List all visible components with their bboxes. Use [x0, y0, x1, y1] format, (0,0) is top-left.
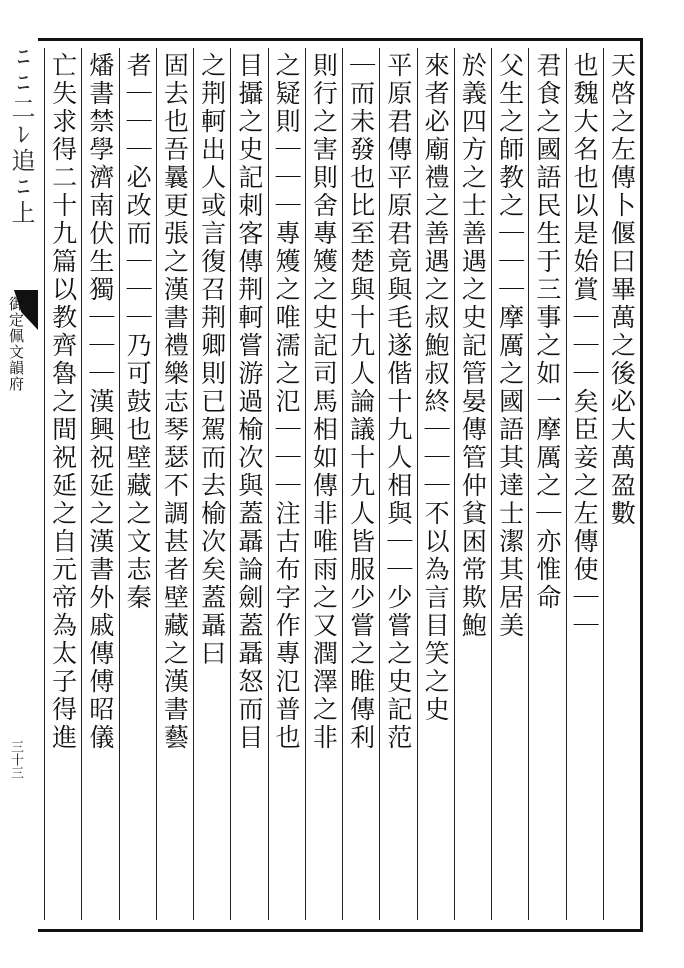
text-column: 天啓之左傳卜偃曰畢萬之後必大萬盈數 — [607, 52, 637, 528]
text-column: 燔書禁學濟南伏生獨｜｜｜漢興祝延之漢書外戚傳傅昭儀 — [85, 52, 115, 752]
text-column: 之疑則｜｜｜專矱之唯濡之氾｜｜｜注古布字作專氾普也 — [272, 52, 302, 752]
column-rule — [603, 48, 604, 920]
column-rule — [44, 48, 45, 920]
column-rule — [193, 48, 194, 920]
page-number: 三十三 — [8, 740, 23, 779]
text-column: 固去也吾曩更張之漢書禮樂志琴瑟不調甚者壁藏之漢書藝 — [160, 52, 190, 752]
text-column: 也魏大名也以是始賞｜｜｜矣臣妾之左傳使｜｜ — [570, 52, 600, 640]
column-rule — [156, 48, 157, 920]
column-rule — [268, 48, 269, 920]
book-title: 御定佩文韻府 — [7, 296, 25, 392]
column-rule — [454, 48, 455, 920]
text-column: 來者必廟禮之善遇之叔鮑叔終｜｜｜不以為言目笑之史 — [421, 52, 451, 724]
column-rule — [342, 48, 343, 920]
column-rule — [305, 48, 306, 920]
margin-strip — [0, 0, 38, 968]
text-column: 平原君傳平原君竟與毛遂偕十九人相與｜｜少嘗之史記范 — [383, 52, 413, 752]
text-column: 亡失求得二十九篇以教齊魯之間祝延之自元帝為太子得進 — [48, 52, 78, 752]
margin-top-text: ﾆﾆ二ﾚ追ﾆ上 — [7, 44, 35, 226]
column-rule — [230, 48, 231, 920]
text-column: 父生之師教之｜｜｜摩厲之國語其達士潔其居美 — [495, 52, 525, 640]
column-rule — [417, 48, 418, 920]
text-column: ｜而未發也比至楚與十九人論議十九人皆服少嘗之睢傳利 — [346, 52, 376, 752]
text-column: 者｜｜｜必改而｜｜｜乃可鼓也壁藏之文志秦 — [123, 52, 153, 612]
column-rule — [566, 48, 567, 920]
column-rule — [491, 48, 492, 920]
text-column: 則行之害則舍專矱之史記司馬相如傳非唯雨之又潤澤之非 — [309, 52, 339, 752]
column-rule — [119, 48, 120, 920]
text-column: 目攝之史記刺客傳荆軻嘗游過榆次與蓋聶論劍蓋聶怒而目 — [234, 52, 264, 752]
column-rule — [379, 48, 380, 920]
text-column: 於義四方之士善遇之史記管晏傳管仲貧困常欺鮑 — [458, 52, 488, 640]
text-column: 之荆軻出人或言復召荆卿則已駕而去榆次矣蓋聶曰 — [197, 52, 227, 668]
column-rule — [81, 48, 82, 920]
column-rule — [528, 48, 529, 920]
text-column: 君食之國語民生于三事之如一摩厲之｜亦惟命 — [532, 52, 562, 612]
